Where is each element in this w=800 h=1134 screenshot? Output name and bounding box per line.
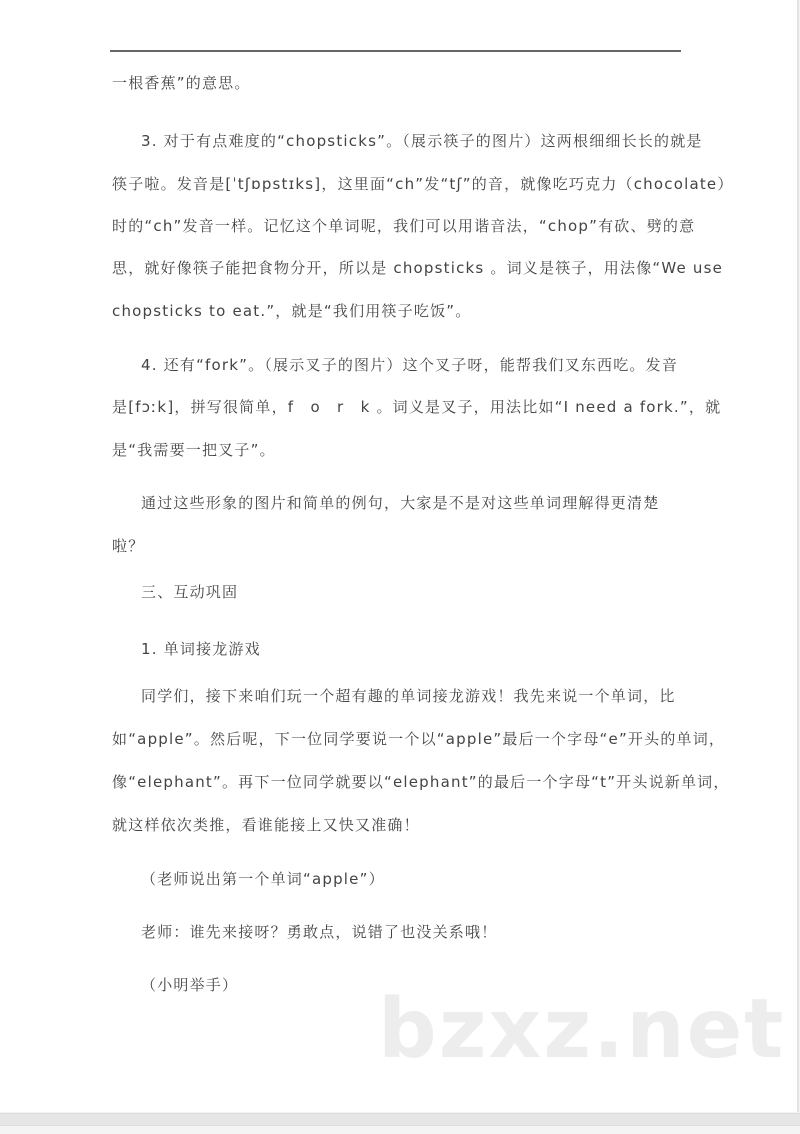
section-heading: 三、互动巩固 (141, 583, 239, 601)
teacher-dialogue: 老师：谁先来接呀？勇敢点，说错了也没关系哦！ (141, 923, 498, 941)
text-line: chopsticks to eat.”，就是“我们用筷子吃饭”。 (112, 302, 472, 320)
text-line: 时的“ch”发音一样。记忆这个单词呢，我们可以用谐音法，“chop”有砍、劈的意 (112, 217, 696, 235)
header-rule (110, 50, 681, 52)
text-line: 筷子啦。发音是[ˈtʃɒpstɪks]，这里面“ch”发“tʃ”的音，就像吃巧克力（chocolate） (112, 175, 734, 193)
text-line: 像“elephant”。再下一位同学就要以“elephant”的最后一个字母“t”开头说新单词， (112, 773, 730, 791)
summary-paragraph: 通过这些形象的图片和简单的例句，大家是不是对这些单词理解得更清楚 (141, 494, 660, 512)
watermark: bzxz.net (378, 982, 786, 1077)
text-line: 是“我需要一把叉子”。 (112, 441, 276, 459)
game-paragraph: 同学们，接下来咱们玩一个超有趣的单词接龙游戏！我先来说一个单词，比 (141, 687, 676, 705)
stage-direction: （老师说出第一个单词“apple”） (141, 870, 385, 888)
text-line: 如“apple”。然后呢，下一位同学要说一个以“apple”最后一个字母“e”开头的单词， (112, 730, 726, 748)
list-item-fork: 4. 还有“fork”。（展示叉子的图片）这个叉子呀，能帮我们叉东西吃。发音 (141, 356, 679, 374)
stage-direction: （小明举手） (141, 976, 239, 994)
text-line: 是[fɔːk]，拼写很简单，f o r k 。词义是叉子，用法比如“I need a fork.”，就 (112, 398, 722, 416)
text-line: 一根香蕉”的意思。 (112, 74, 251, 92)
text-line: 啦？ (112, 537, 145, 555)
text-line: 思，就好像筷子能把食物分开，所以是 chopsticks 。词义是筷子，用法像“We use (112, 259, 724, 277)
text-line: 就这样依次类推，看谁能接上又快又准确！ (112, 816, 420, 834)
subsection-heading: 1. 单词接龙游戏 (141, 640, 261, 658)
list-item-chopsticks: 3. 对于有点难度的“chopsticks”。（展示筷子的图片）这两根细细长长的就是 (141, 132, 703, 150)
page-bottom-edge (0, 1113, 800, 1126)
